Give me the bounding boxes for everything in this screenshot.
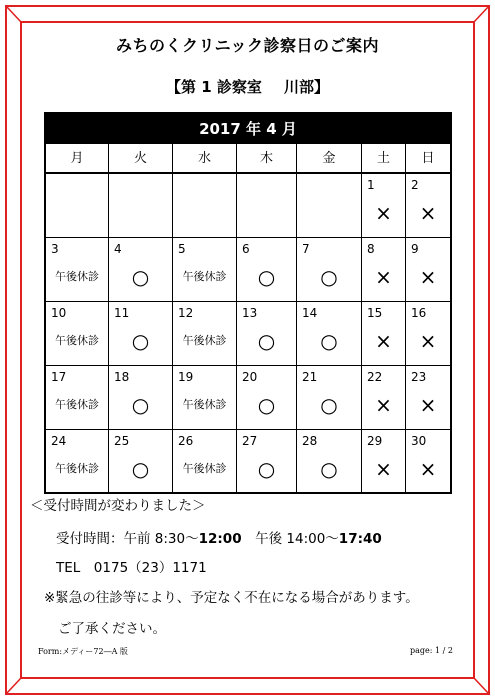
calendar-day-cell xyxy=(173,238,237,302)
day-number: 22 xyxy=(367,370,383,384)
calendar-day-cell xyxy=(406,366,450,430)
reception-hours xyxy=(56,527,495,547)
afternoon-closed-label: 午後休診 xyxy=(182,270,227,283)
closed-mark: × xyxy=(375,201,392,225)
open-mark: ○ xyxy=(320,265,338,289)
calendar-day-cell xyxy=(109,430,173,492)
closed-mark: × xyxy=(375,265,392,289)
calendar-day-cell xyxy=(406,174,450,238)
day-number: 25 xyxy=(114,434,130,448)
closed-mark: × xyxy=(375,393,392,417)
day-number: 6 xyxy=(242,242,250,256)
day-number: 21 xyxy=(302,370,318,384)
room-label: 【第 1 診察室 xyxy=(166,78,262,96)
calendar-day-cell xyxy=(237,174,297,238)
closed-mark: × xyxy=(419,457,437,481)
hours-pm-end: 17:40 xyxy=(338,531,382,547)
calendar-day-cell xyxy=(173,174,237,238)
day-number: 2 xyxy=(411,178,419,192)
telephone: TEL 0175（23）1171 xyxy=(56,560,207,576)
afternoon-closed-label: 午後休診 xyxy=(55,334,99,347)
open-mark: ○ xyxy=(257,265,276,289)
hours-pm: 午後 14:00～ xyxy=(241,531,339,547)
closed-mark: × xyxy=(375,457,392,481)
day-number: 8 xyxy=(367,242,375,256)
calendar-day-cell xyxy=(362,302,406,366)
day-number: 5 xyxy=(178,242,186,256)
day-number: 23 xyxy=(411,370,427,384)
weekday-header: 月 xyxy=(46,144,109,174)
weekday-header: 水 xyxy=(173,144,237,174)
open-mark: ○ xyxy=(131,265,150,289)
calendar-day-cell xyxy=(362,366,406,430)
day-number: 15 xyxy=(367,306,383,320)
thanks-note: ご了承ください。 xyxy=(58,621,166,637)
day-number: 20 xyxy=(242,370,258,384)
day-number: 3 xyxy=(51,242,59,256)
calendar-grid xyxy=(46,144,450,492)
day-number: 12 xyxy=(178,306,194,320)
open-mark: ○ xyxy=(257,329,276,353)
calendar-day-cell xyxy=(362,238,406,302)
day-number: 28 xyxy=(302,434,318,448)
weekday-header: 土 xyxy=(362,144,406,174)
calendar-day-cell xyxy=(109,238,173,302)
calendar-day-cell xyxy=(173,366,237,430)
calendar-day-cell xyxy=(297,174,362,238)
calendar-day-cell xyxy=(362,430,406,492)
open-mark: ○ xyxy=(320,329,338,353)
hours-label: 受付時間：午前 8:30～ xyxy=(56,531,199,547)
calendar-day-cell xyxy=(46,238,109,302)
doctor-label: 川部】 xyxy=(283,78,329,96)
weekday-header: 木 xyxy=(237,144,297,174)
calendar-day-cell xyxy=(297,430,362,492)
closed-mark: × xyxy=(419,201,437,225)
day-number: 13 xyxy=(242,306,258,320)
day-number: 16 xyxy=(411,306,427,320)
day-number: 18 xyxy=(114,370,130,384)
weekday-header: 日 xyxy=(406,144,450,174)
day-number: 1 xyxy=(367,178,375,192)
room-subtitle xyxy=(0,76,495,97)
calendar-day-cell xyxy=(237,238,297,302)
calendar-day-cell xyxy=(297,238,362,302)
open-mark: ○ xyxy=(131,329,150,353)
day-number: 30 xyxy=(411,434,427,448)
afternoon-closed-label: 午後休診 xyxy=(55,270,99,283)
weekday-header: 火 xyxy=(109,144,173,174)
calendar-day-cell xyxy=(46,366,109,430)
afternoon-closed-label: 午後休診 xyxy=(55,462,99,475)
open-mark: ○ xyxy=(131,457,150,481)
closed-mark: × xyxy=(419,329,437,353)
calendar-day-cell xyxy=(173,302,237,366)
calendar-day-cell xyxy=(109,174,173,238)
calendar-day-cell xyxy=(46,430,109,492)
calendar-day-cell xyxy=(109,302,173,366)
page-title: みちのくクリニック診察日のご案内 xyxy=(115,36,380,55)
form-label: Form:メディー72―A 版 xyxy=(38,647,128,656)
calendar-day-cell xyxy=(406,430,450,492)
calendar-day-cell xyxy=(406,238,450,302)
afternoon-closed-label: 午後休診 xyxy=(182,398,227,411)
calendar-day-cell xyxy=(46,174,109,238)
calendar-day-cell xyxy=(173,430,237,492)
day-number: 7 xyxy=(302,242,310,256)
open-mark: ○ xyxy=(131,393,150,417)
open-mark: ○ xyxy=(320,393,338,417)
hours-am-end: 12:00 xyxy=(198,531,242,547)
page-number: page: 1 / 2 xyxy=(410,646,453,655)
day-number: 10 xyxy=(51,306,67,320)
calendar-day-cell xyxy=(297,366,362,430)
open-mark: ○ xyxy=(320,457,338,481)
afternoon-closed-label: 午後休診 xyxy=(182,334,227,347)
day-number: 11 xyxy=(114,306,130,320)
calendar-day-cell xyxy=(362,174,406,238)
open-mark: ○ xyxy=(257,393,276,417)
calendar-day-cell xyxy=(237,366,297,430)
day-number: 26 xyxy=(178,434,194,448)
calendar-day-cell xyxy=(406,302,450,366)
day-number: 19 xyxy=(178,370,194,384)
afternoon-closed-label: 午後休診 xyxy=(55,398,99,411)
calendar-month-header: 2017 年 4 月 xyxy=(46,114,450,144)
calendar-day-cell xyxy=(237,302,297,366)
closed-mark: × xyxy=(419,393,437,417)
closed-mark: × xyxy=(375,329,392,353)
weekday-header: 金 xyxy=(297,144,362,174)
calendar-day-cell xyxy=(109,366,173,430)
emergency-notice: ※緊急の往診等により、予定なく不在になる場合があります。 xyxy=(44,590,419,606)
open-mark: ○ xyxy=(257,457,276,481)
calendar-day-cell xyxy=(237,430,297,492)
day-number: 4 xyxy=(114,242,122,256)
calendar-day-cell xyxy=(297,302,362,366)
closed-mark: × xyxy=(419,265,437,289)
calendar-day-cell xyxy=(46,302,109,366)
day-number: 27 xyxy=(242,434,258,448)
day-number: 17 xyxy=(51,370,67,384)
day-number: 24 xyxy=(51,434,67,448)
schedule-calendar xyxy=(44,112,452,494)
day-number: 14 xyxy=(302,306,318,320)
day-number: 29 xyxy=(367,434,383,448)
day-number: 9 xyxy=(411,242,419,256)
afternoon-closed-label: 午後休診 xyxy=(182,462,227,475)
notice-heading: ＜受付時間が変わりました＞ xyxy=(30,498,206,514)
